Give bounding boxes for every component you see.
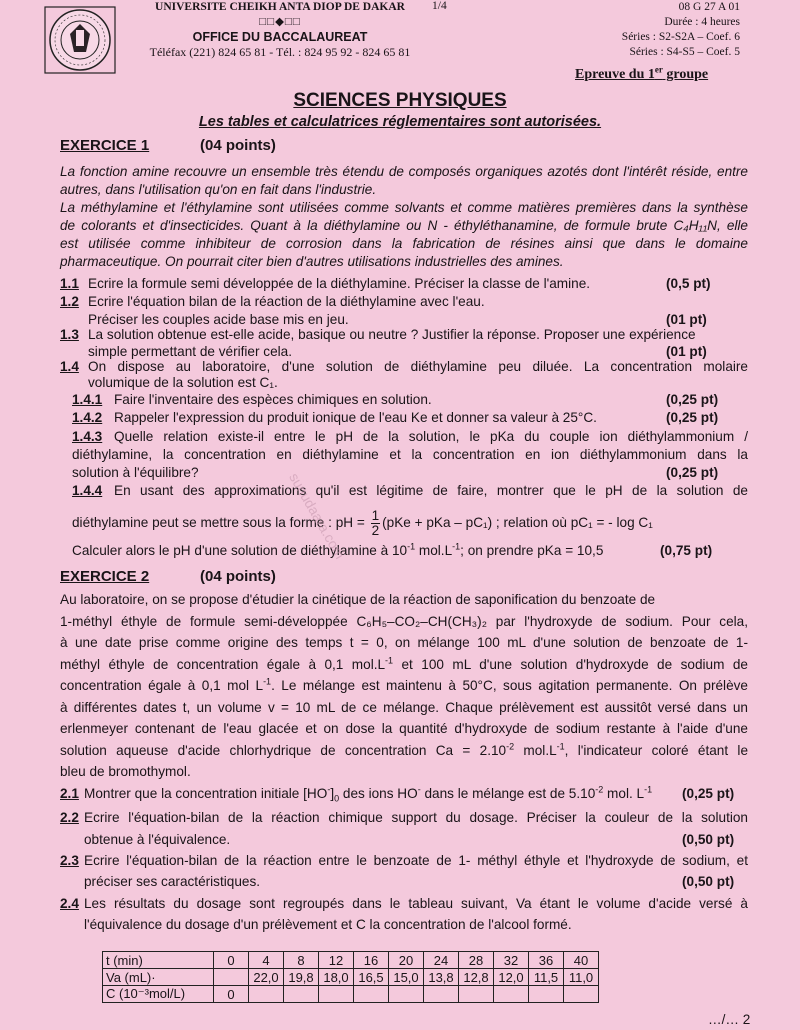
table-cell: 13,8 xyxy=(424,969,459,986)
q24-text-b: l'équivalence du dosage d'un prélèvement et C la concentration de l'alcool formé. xyxy=(84,917,572,932)
table-cell xyxy=(284,986,319,1003)
ex2-points: (04 points) xyxy=(200,568,276,585)
row-label-t: t (min) xyxy=(103,952,214,969)
table-cell: 24 xyxy=(424,952,459,969)
q11-text: Ecrire la formule semi développée de la diéthylamine. Préciser la classe de l'amine. xyxy=(88,276,591,291)
q143-text-c: solution à l'équilibre? xyxy=(72,465,199,480)
q22-text-b: obtenue à l'équivalence. xyxy=(84,832,231,847)
table-cell: 11,0 xyxy=(564,969,599,986)
table-cell: 15,0 xyxy=(389,969,424,986)
table-cell: 20 xyxy=(389,952,424,969)
header-left xyxy=(120,0,440,60)
table-cell: 18,0 xyxy=(319,969,354,986)
q14-text-b: volumique de la solution est C₁. xyxy=(88,375,278,390)
university-name: UNIVERSITE CHEIKH ANTA DIOP DE DAKAR xyxy=(155,1,405,13)
table-cell xyxy=(214,969,249,986)
q143-text-b: diéthylamine, la concentration en diéthylamine et la concentration en ion diéthylammonium dans la xyxy=(72,447,748,462)
table-cell: 16,5 xyxy=(354,969,389,986)
q13-points: (01 pt) xyxy=(666,344,707,359)
q21-num: 2.1 xyxy=(60,786,79,801)
table-cell: 19,8 xyxy=(284,969,319,986)
header-ornament: □□◆□□ xyxy=(259,16,301,28)
results-table xyxy=(102,951,599,1003)
epreuve-label: Epreuve du 1er groupe xyxy=(575,64,709,82)
watermark: sunudaara.com xyxy=(286,470,349,562)
q141-num: 1.4.1 xyxy=(72,392,103,407)
table-cell xyxy=(389,986,424,1003)
table-cell xyxy=(494,986,529,1003)
table-cell: 4 xyxy=(249,952,284,969)
table-cell xyxy=(249,986,284,1003)
table-cell: 12,0 xyxy=(494,969,529,986)
q12-num: 1.2 xyxy=(60,294,79,309)
q24-text-a: Les résultats du dosage sont regroupés dans le tableau suivant, Va étant le volume d'acide versé à xyxy=(84,896,748,911)
q14-num: 1.4 xyxy=(60,359,79,374)
q144-formula: diéthylamine peut se mettre sous la forme : pH = $\frac{1}{2}$ (pKe + pKa – pC₁) ; relation où pC₁ = - log C₁ xyxy=(72,508,653,538)
ex2-intro: Au laboratoire, on se propose d'étudier la cinétique de la réaction de saponification du benzoate de 1-méthyl éthyle de formule semi-développée C₆H₅–CO₂–CH(CH₃)₂ par l'hydroxyde de sodium. Pour cela, à une date prise comme origine des temps t = 0, on mélange 100 mL d'une solution de benzoate de 1- méthyl éthyle de concentration égale à 0,1 $mol.L^{-1}$ et 100 mL d'une solution d'hydroxyde de sodium de concentration égale à 0,1 mol $L^{-1}$. Le mélange est maintenu à 50°C, sous agitation permanente. On prélève à différentes dates t, un volume v = 10 mL de ce mélange. Chaque prélèvement est aussitôt versé dans un erlenmeyer contenant de l'eau glacée et on dose la quantité d'hydroxyde de sodium restante à l'aide d'une solution aqueuse d'acide chlorhydrique de concentration $Ca = 2.10^{-2}$ $mol.L^{-1}$, l'indicateur coloré étant le bleu de bromothymol. xyxy=(60,592,748,779)
table-cell: 28 xyxy=(459,952,494,969)
q144-text-a: En usant des approximations qu'il est légitime de faire, montrer que le pH de la solution de xyxy=(114,483,748,498)
table-cell: 0 xyxy=(214,986,249,1003)
q22-points: (0,50 pt) xyxy=(682,832,735,847)
exam-code: 08 G 27 A 01 xyxy=(678,1,740,13)
header-right xyxy=(560,0,740,60)
page-title: SCIENCES PHYSIQUES xyxy=(293,90,507,111)
q13-num: 1.3 xyxy=(60,327,79,342)
office-name: OFFICE DU BACCALAUREAT xyxy=(192,30,368,44)
table-cell: 32 xyxy=(494,952,529,969)
table-cell xyxy=(459,986,494,1003)
row-label-va: Va (mL)· xyxy=(103,969,214,986)
q21-points: (0,25 pt) xyxy=(682,786,735,801)
page-subtitle: Les tables et calculatrices réglementaires sont autorisées. xyxy=(198,114,602,130)
q24-num: 2.4 xyxy=(60,896,79,911)
q21-text: Montrer que la concentration initiale $[HO^-]_0$ des ions HO- dans le mélange est de $5.10^{-2}$ mol. $L^{-1}$ xyxy=(84,784,653,804)
row-label-c: C (10⁻³mol/L) xyxy=(103,986,214,1003)
q143-text-a: Quelle relation existe-il entre le pH de la solution, le pKa du couple ion diéthylammonium / xyxy=(114,429,748,444)
table-cell: 22,0 xyxy=(249,969,284,986)
q12-points: (01 pt) xyxy=(666,312,707,327)
ex1-intro: La fonction amine recouvre un ensemble très étendu de composés organiques azotés dont l'intérêt réside, entre autres, dans l'utilisation qu'on en fait dans l'industrie. La méthylamine et l'éthylamine sont utilisées comme solvants et comme matières premières dans la synthèse de colorants et d'insecticides. Quant à la diéthylamine ou N - éthyléthanamine, de formule brute C₄H₁₁N, elle est utilisée comme inhibiteur de corrosion dans la fabrication de résines ainsi que dans le domaine pharmaceutique. On pourrait citer bien d'autres utilisations industrielles des amines. xyxy=(60,164,748,269)
q23-text-b: préciser ses caractéristiques. xyxy=(84,874,261,889)
table-cell: 0 xyxy=(214,952,249,969)
q23-num: 2.3 xyxy=(60,853,79,868)
q141-text: Faire l'inventaire des espèces chimiques en solution. xyxy=(114,392,432,407)
table-cell: 11,5 xyxy=(529,969,564,986)
table-cell: 12,8 xyxy=(459,969,494,986)
q143-points: (0,25 pt) xyxy=(666,465,719,480)
ex1-points: (04 points) xyxy=(200,137,276,154)
q12-text-a: Ecrire l'équation bilan de la réaction de la diéthylamine avec l'eau. xyxy=(88,294,485,309)
q23-text-a: Ecrire l'équation-bilan de la réaction entre le benzoate de 1- méthyl éthyle et l'hydroxyde de sodium, et xyxy=(84,853,748,868)
q142-points: (0,25 pt) xyxy=(666,410,719,425)
q12-text-b: Préciser les couples acide base mis en jeu. xyxy=(88,312,349,327)
series-2: Séries : S4-S5 – Coef. 5 xyxy=(629,46,740,58)
table-cell xyxy=(424,986,459,1003)
q143-num: 1.4.3 xyxy=(72,429,103,444)
table-cell: 16 xyxy=(354,952,389,969)
table-row xyxy=(103,986,599,1003)
ex2-title: EXERCICE 2 xyxy=(60,568,150,585)
q142-num: 1.4.2 xyxy=(72,410,103,425)
q23-points: (0,50 pt) xyxy=(682,874,735,889)
q144-points: (0,75 pt) xyxy=(660,543,713,558)
table-cell: 8 xyxy=(284,952,319,969)
table-cell: 12 xyxy=(319,952,354,969)
table-cell: 40 xyxy=(564,952,599,969)
table-cell xyxy=(564,986,599,1003)
page-footer: …/… 2 xyxy=(708,1012,751,1027)
q13-text-a: La solution obtenue est-elle acide, basique ou neutre ? Justifier la réponse. Proposer une expérience xyxy=(88,327,696,342)
q142-text: Rappeler l'expression du produit ionique de l'eau Ke et donner sa valeur à 25°C. xyxy=(114,410,597,425)
table-row xyxy=(103,969,599,986)
table-cell xyxy=(354,986,389,1003)
q141-points: (0,25 pt) xyxy=(666,392,719,407)
series-1: Séries : S2-S2A – Coef. 6 xyxy=(621,31,740,43)
q14-text-a: On dispose au laboratoire, d'une solution de diéthylamine peu diluée. La concentration molaire xyxy=(88,359,748,374)
table-cell xyxy=(529,986,564,1003)
q144-num: 1.4.4 xyxy=(72,483,103,498)
ex1-title: EXERCICE 1 xyxy=(60,137,150,154)
page-number: 1/4 xyxy=(432,0,447,12)
university-seal xyxy=(44,6,116,74)
q22-text-a: Ecrire l'équation-bilan de la réaction chimique support du dosage. Préciser la couleur de la solution xyxy=(84,810,748,825)
q144-text-c: Calculer alors le pH d'une solution de diéthylamine à $10^{-1}$ $mol.L^{-1}$; on prendre pKa = 10,5 xyxy=(72,541,604,558)
q11-num: 1.1 xyxy=(60,276,79,291)
table-cell: 36 xyxy=(529,952,564,969)
q13-text-b: simple permettant de vérifier cela. xyxy=(88,344,292,359)
table-cell xyxy=(319,986,354,1003)
exam-duration: Durée : 4 heures xyxy=(664,16,740,28)
q11-points: (0,5 pt) xyxy=(666,276,711,291)
table-row xyxy=(103,952,599,969)
contact-line: Téléfax (221) 824 65 81 - Tél. : 824 95 92 - 824 65 81 xyxy=(149,45,411,59)
q22-num: 2.2 xyxy=(60,810,79,825)
